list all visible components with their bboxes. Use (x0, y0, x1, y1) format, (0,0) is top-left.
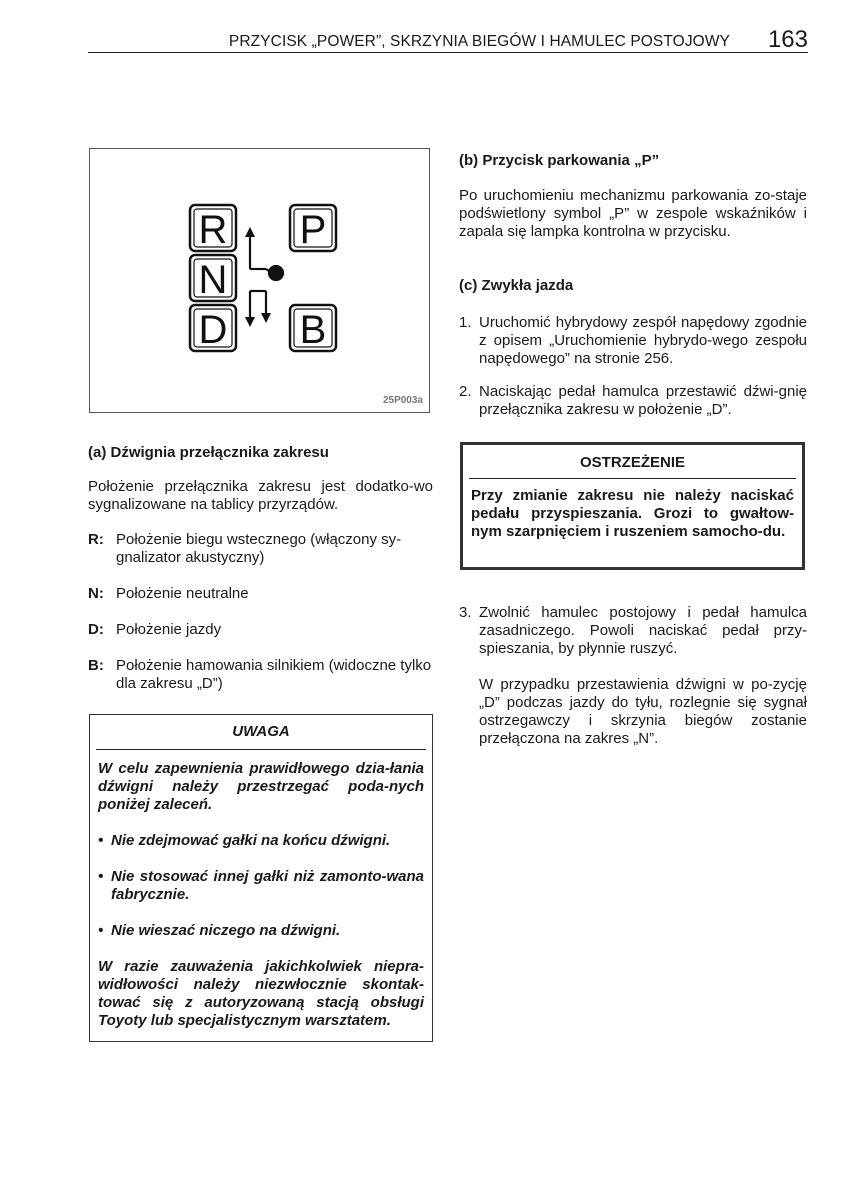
position-list (88, 531, 433, 693)
item-text: Położenie biegu wstecznego (włączony sy-gnalizator akustyczny) (116, 531, 402, 566)
letter-d: D (198, 308, 228, 352)
step-item: 2. Naciskając pedał hamulca przestawić dźwi-gnię przełącznika zakresu w położenie „D”. (459, 383, 807, 418)
warning-title: OSTRZEŻENIE (579, 454, 685, 471)
caution-bullet: • Nie zdejmować gałki na końcu dźwigni. (98, 832, 391, 849)
warning-box (460, 442, 805, 570)
item-key: D: (88, 621, 104, 638)
range-intro (88, 478, 433, 514)
caution-intro: W celu zapewnienia prawidłowego dzia-łania dźwigni należy przestrzegać poda-nych poniżej zaleceń. (98, 760, 424, 813)
page-number: 163 (767, 26, 808, 53)
heading-range-lever (88, 444, 433, 462)
header-title: PRZYCISK „POWER”, SKRZYNIA BIEGÓW I HAMULEC POSTOJOWY (228, 33, 730, 50)
letter-p: P (299, 208, 327, 252)
shift-pattern-figure (89, 148, 430, 413)
caution-bullet: • Nie stosować innej gałki niż zamonto-wana fabrycznie. (98, 868, 424, 903)
heading-a: (a) Dźwignia przełącznika zakresu (88, 444, 329, 461)
letter-n: N (198, 258, 228, 302)
heading-c: (c) Zwykła jazda (459, 277, 574, 294)
caution-bullet: • Nie wieszać niczego na dźwigni. (98, 922, 341, 939)
step3-note: W przypadku przestawienia dźwigni w po-zycję „D” podczas jazdy do tyłu, rozlegnie się sygnał ostrzegawczy i skrzynia biegów zostanie przełączona na zakres „N”. (479, 676, 807, 747)
step-item: 3. Zwolnić hamulec postojowy i pedał hamulca zasadniczego. Powoli naciskać pedał przy-spieszania, by płynnie ruszyć. (459, 604, 807, 657)
item-text: Położenie hamowania silnikiem (widoczne tylko dla zakresu „D”) (116, 657, 432, 692)
item-key: B: (88, 657, 104, 674)
heading-b: (b) Przycisk parkowania „P” (459, 152, 660, 169)
item-text: Położenie neutralne (116, 585, 249, 602)
list-item (88, 657, 433, 693)
step-item: 1. Uruchomić hybrydowy zespół napędowy zgodnie z opisem „Uruchomienie hybrydo-wego zespołu napędowego” na stronie 256. (459, 314, 807, 367)
list-item (88, 621, 433, 639)
letter-r: R (198, 208, 228, 252)
caution-box (89, 714, 433, 1042)
list-item (88, 585, 433, 603)
item-text: Położenie jazdy (116, 621, 222, 638)
shift-arrows (245, 227, 283, 327)
shift-pattern-diagram (90, 149, 429, 412)
figure-code: 25P003a (382, 395, 423, 406)
page-header (88, 26, 808, 53)
warning-text: Przy zmianie zakresu nie należy naciskać pedału przyspieszania. Grozi to gwałtow-nym szarpnięciem i ruszeniem samocho-du. (471, 487, 794, 540)
caution-title: UWAGA (232, 723, 290, 740)
item-key: R: (88, 531, 104, 548)
range-intro-text: Położenie przełącznika zakresu jest dodatko-wo sygnalizowane na tablicy przyrządów. (88, 478, 433, 513)
letter-b: B (299, 308, 327, 352)
caution-footer: W razie zauważenia jakichkolwiek niepra-widłowości należy niezwłocznie skontak-tować się z autoryzowaną stacją obsługi Toyoty lub specjalistycznym warsztatem. (98, 958, 424, 1029)
steps-list (459, 314, 807, 419)
item-key: N: (88, 585, 104, 602)
list-item (88, 531, 433, 567)
parking-paragraph: Po uruchomieniu mechanizmu parkowania zo-staje podświetlony symbol „P” w zespole wskaźników i zapala się lampka kontrolna w przycisku. (459, 187, 807, 240)
